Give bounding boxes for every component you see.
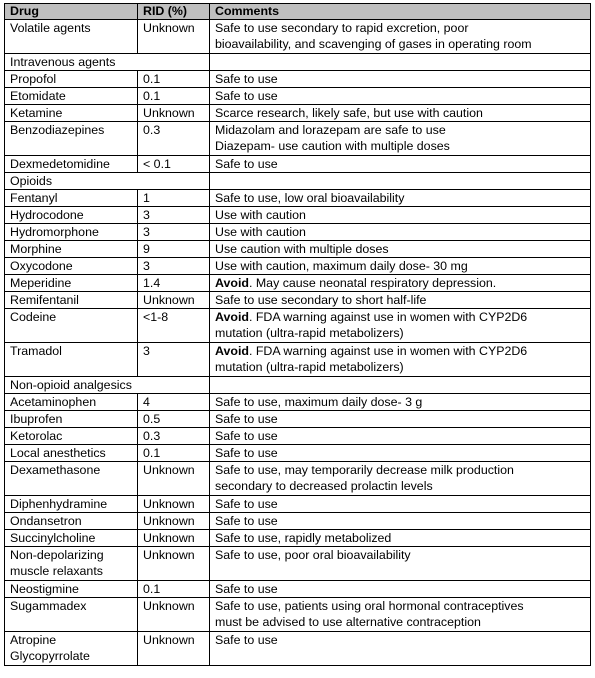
rid-value: Unknown: [138, 292, 210, 309]
comment-cell: [210, 258, 591, 275]
comment-line: Safe to use: [215, 429, 278, 443]
comment-cell: [210, 105, 591, 122]
comment-line: [215, 309, 590, 325]
comment-line: [215, 343, 590, 359]
rid-value: 0.3: [138, 428, 210, 445]
rid-value: 3: [138, 343, 210, 377]
drug-name: Dexmedetomidine: [10, 157, 110, 171]
comment-line: Safe to use, low oral bioavailability: [215, 191, 405, 205]
drug-name: Morphine: [10, 242, 62, 256]
table-row: [5, 156, 591, 173]
comment-cell: [210, 547, 591, 581]
comment-line: Use with caution, maximum daily dose- 30 mg: [215, 259, 468, 273]
table-row: [5, 394, 591, 411]
table-row: [5, 547, 591, 581]
rid-value: 4: [138, 394, 210, 411]
table-row: [5, 581, 591, 598]
comment-cell: [210, 224, 591, 241]
table-row: [5, 445, 591, 462]
comment-cell: [210, 598, 591, 632]
table-row: [5, 428, 591, 445]
table-row: [5, 462, 591, 496]
comment-text: . FDA warning against use in women with CYP2D6: [248, 344, 528, 358]
drug-rid-table: [4, 3, 591, 666]
comment-cell: [210, 496, 591, 513]
comment-cell: [210, 292, 591, 309]
comment-line: Safe to use: [215, 633, 278, 647]
drug-name: Ibuprofen: [10, 412, 63, 426]
table-row: [5, 275, 591, 292]
rid-value: Unknown: [138, 632, 210, 666]
table-body: [5, 20, 591, 666]
rid-value: 1: [138, 190, 210, 207]
rid-value: 1.4: [138, 275, 210, 292]
drug-cell: [5, 88, 138, 105]
drug-cell: [5, 343, 138, 377]
comment-line: must be advised to use alternative contraception: [215, 615, 481, 629]
drug-cell: [5, 462, 138, 496]
table-row: [5, 530, 591, 547]
drug-name: Hydromorphone: [10, 225, 99, 239]
comment-line: mutation (ultra-rapid metabolizers): [215, 360, 404, 374]
section-label: Non-opioid analgesics: [5, 377, 210, 394]
rid-value: < 0.1: [138, 156, 210, 173]
drug-name: Etomidate: [10, 89, 66, 103]
table-row: [5, 71, 591, 88]
rid-value: Unknown: [138, 530, 210, 547]
table-row: [5, 20, 591, 54]
comment-cell: [210, 71, 591, 88]
drug-name: Hydrocodone: [10, 208, 84, 222]
drug-name: muscle relaxants: [10, 564, 103, 578]
comment-cell: [210, 530, 591, 547]
comment-line: Use with caution: [215, 225, 306, 239]
drug-cell: [5, 122, 138, 156]
drug-cell: [5, 428, 138, 445]
drug-name: Tramadol: [10, 344, 62, 358]
table-row: [5, 88, 591, 105]
warning-label: Avoid: [215, 344, 249, 358]
drug-cell: [5, 292, 138, 309]
table-row: [5, 496, 591, 513]
table-row: [5, 122, 591, 156]
drug-cell: [5, 241, 138, 258]
comment-line: Safe to use, rapidly metabolized: [215, 531, 392, 545]
comment-cell: [210, 445, 591, 462]
comment-cell: [210, 156, 591, 173]
section-row: [5, 54, 591, 71]
drug-name: Meperidine: [10, 276, 72, 290]
section-row: [5, 377, 591, 394]
drug-name: Propofol: [10, 72, 57, 86]
comment-cell: [210, 241, 591, 258]
comment-line: Scarce research, likely safe, but use with caution: [215, 106, 483, 120]
drug-name: Fentanyl: [10, 191, 58, 205]
drug-name: Volatile agents: [10, 21, 91, 35]
drug-name: Benzodiazepines: [10, 123, 105, 137]
rid-value: 3: [138, 207, 210, 224]
comment-line: Diazepam- use caution with multiple doses: [215, 139, 450, 153]
rid-value: Unknown: [138, 547, 210, 581]
comment-cell: [210, 462, 591, 496]
table-row: [5, 105, 591, 122]
header-comments: Comments: [210, 4, 591, 20]
comment-cell: [210, 190, 591, 207]
rid-value: 3: [138, 224, 210, 241]
drug-name: Diphenhydramine: [10, 497, 108, 511]
rid-value: Unknown: [138, 20, 210, 54]
comment-line: [215, 275, 590, 291]
table-row: [5, 513, 591, 530]
table-row: [5, 241, 591, 258]
drug-cell: [5, 581, 138, 598]
section-comment-cell: [210, 377, 591, 394]
drug-cell: [5, 394, 138, 411]
comment-line: Safe to use: [215, 514, 278, 528]
section-label: Intravenous agents: [5, 54, 210, 71]
drug-name: Dexamethasone: [10, 463, 101, 477]
rid-value: <1-8: [138, 309, 210, 343]
rid-value: 9: [138, 241, 210, 258]
comment-text: . FDA warning against use in women with CYP2D6: [248, 310, 528, 324]
table-row: [5, 207, 591, 224]
comment-cell: [210, 88, 591, 105]
comment-line: Safe to use: [215, 446, 278, 460]
comment-line: Safe to use: [215, 89, 278, 103]
section-row: [5, 173, 591, 190]
drug-cell: [5, 632, 138, 666]
header-rid: RID (%): [138, 4, 210, 20]
comment-line: secondary to decreased prolactin levels: [215, 479, 433, 493]
comment-cell: [210, 411, 591, 428]
table-row: [5, 411, 591, 428]
drug-name: Remifentanil: [10, 293, 79, 307]
rid-value: 0.1: [138, 88, 210, 105]
rid-value: Unknown: [138, 105, 210, 122]
drug-name: Glycopyrrolate: [10, 649, 90, 663]
warning-label: Avoid: [215, 276, 249, 290]
comment-cell: [210, 394, 591, 411]
drug-cell: [5, 547, 138, 581]
drug-name: Local anesthetics: [10, 446, 106, 460]
drug-name: Neostigmine: [10, 582, 79, 596]
table-row: [5, 292, 591, 309]
drug-name: Ketamine: [10, 106, 63, 120]
table-row: [5, 190, 591, 207]
drug-name: Sugammadex: [10, 599, 87, 613]
comment-cell: [210, 20, 591, 54]
drug-cell: [5, 156, 138, 173]
warning-label: Avoid: [215, 310, 249, 324]
rid-value: 0.5: [138, 411, 210, 428]
rid-value: 0.3: [138, 122, 210, 156]
comment-text: . May cause neonatal respiratory depression.: [248, 276, 497, 290]
table-row: [5, 309, 591, 343]
document-table-container: [4, 3, 591, 666]
comment-cell: [210, 343, 591, 377]
comment-line: Safe to use secondary to rapid excretion, poor: [215, 21, 469, 35]
comment-cell: [210, 581, 591, 598]
comment-cell: [210, 207, 591, 224]
drug-cell: [5, 71, 138, 88]
drug-name: Atropine: [10, 633, 57, 647]
rid-value: Unknown: [138, 513, 210, 530]
drug-name: Acetaminophen: [10, 395, 97, 409]
comment-line: Safe to use, maximum daily dose- 3 g: [215, 395, 423, 409]
drug-cell: [5, 309, 138, 343]
drug-cell: [5, 190, 138, 207]
comment-cell: [210, 122, 591, 156]
comment-line: Safe to use, patients using oral hormonal contraceptives: [215, 599, 524, 613]
drug-name: Oxycodone: [10, 259, 73, 273]
section-label: Opioids: [5, 173, 210, 190]
comment-line: Safe to use: [215, 72, 278, 86]
drug-cell: [5, 275, 138, 292]
comment-line: bioavailability, and scavenging of gases in operating room: [215, 37, 532, 51]
table-header-row: [5, 4, 591, 20]
comment-line: mutation (ultra-rapid metabolizers): [215, 326, 404, 340]
comment-line: Safe to use: [215, 497, 278, 511]
comment-line: Use with caution: [215, 208, 306, 222]
rid-value: Unknown: [138, 496, 210, 513]
rid-value: 0.1: [138, 445, 210, 462]
rid-value: 3: [138, 258, 210, 275]
comment-cell: [210, 428, 591, 445]
drug-cell: [5, 598, 138, 632]
header-drug: Drug: [5, 4, 138, 20]
table-row: [5, 632, 591, 666]
drug-cell: [5, 258, 138, 275]
table-row: [5, 343, 591, 377]
comment-line: Midazolam and lorazepam are safe to use: [215, 123, 446, 137]
drug-name: Codeine: [10, 310, 57, 324]
comment-line: Safe to use: [215, 412, 278, 426]
drug-cell: [5, 496, 138, 513]
comment-line: Safe to use: [215, 582, 278, 596]
table-row: [5, 224, 591, 241]
comment-cell: [210, 275, 591, 292]
section-comment-cell: [210, 173, 591, 190]
drug-cell: [5, 530, 138, 547]
table-row: [5, 598, 591, 632]
drug-cell: [5, 207, 138, 224]
drug-cell: [5, 445, 138, 462]
drug-name: Succinylcholine: [10, 531, 96, 545]
comment-cell: [210, 632, 591, 666]
drug-cell: [5, 105, 138, 122]
comment-line: Safe to use: [215, 157, 278, 171]
drug-name: Non-depolarizing: [10, 548, 104, 562]
rid-value: Unknown: [138, 598, 210, 632]
comment-line: Safe to use secondary to short half-life: [215, 293, 427, 307]
drug-name: Ketorolac: [10, 429, 63, 443]
table-row: [5, 258, 591, 275]
comment-cell: [210, 309, 591, 343]
comment-line: Use caution with multiple doses: [215, 242, 389, 256]
drug-cell: [5, 224, 138, 241]
section-comment-cell: [210, 54, 591, 71]
drug-cell: [5, 411, 138, 428]
drug-cell: [5, 20, 138, 54]
comment-cell: [210, 513, 591, 530]
comment-line: Safe to use, poor oral bioavailability: [215, 548, 411, 562]
drug-cell: [5, 513, 138, 530]
rid-value: 0.1: [138, 71, 210, 88]
drug-name: Ondansetron: [10, 514, 82, 528]
rid-value: 0.1: [138, 581, 210, 598]
rid-value: Unknown: [138, 462, 210, 496]
comment-line: Safe to use, may temporarily decrease milk production: [215, 463, 514, 477]
